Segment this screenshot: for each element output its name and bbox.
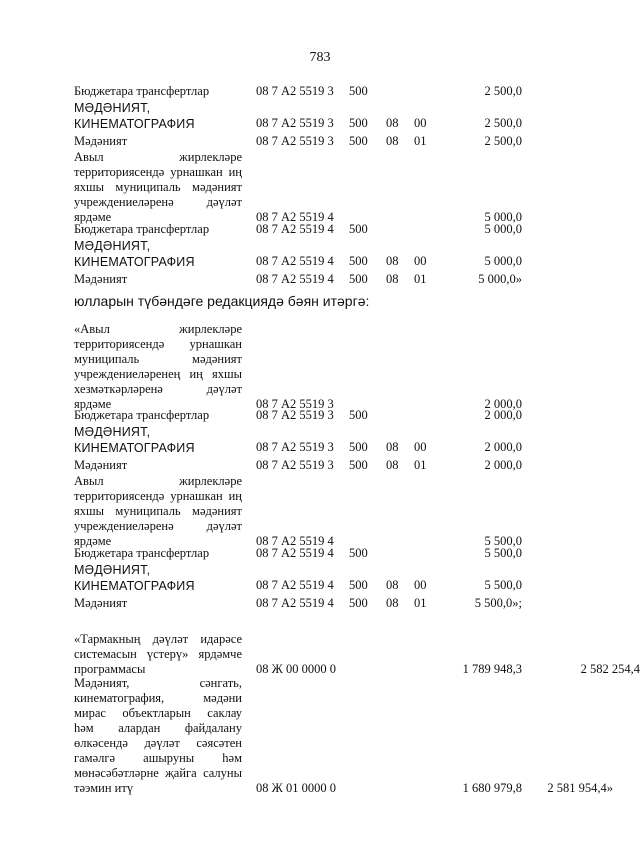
row-name-line: Мәдәният [74, 272, 128, 286]
row-pr: 00 [414, 116, 427, 130]
row-rz: 08 [386, 254, 399, 268]
row-sum-1: 2 000,0 [484, 440, 522, 454]
row-code: 08 7 А2 5519 4 [256, 222, 334, 236]
row-code: 08 7 А2 5519 3 [256, 116, 334, 130]
row-code: 08 7 А2 5519 4 [256, 546, 334, 560]
row-name-line: КИНЕМАТОГРАФИЯ [74, 441, 195, 455]
row-name-line: территориясендә урнашкан [74, 337, 242, 351]
row-pr: 01 [414, 134, 427, 148]
row-name-line: ярдәме [74, 210, 112, 224]
row-pr: 01 [414, 272, 427, 286]
row-sum-1: 5 500,0 [484, 578, 522, 592]
row-name-line: гамәлгә ашыруны һәм [74, 751, 242, 765]
row-sum-1: 2 500,0 [484, 134, 522, 148]
row-name-line: территориясендә урнашкан иң [74, 489, 242, 503]
row-vr: 500 [349, 458, 368, 472]
row-name-line: мөнәсәбәтләрне җайга салуны [74, 766, 242, 780]
row-name [74, 546, 242, 561]
row-sum-1: 2 500,0 [484, 116, 522, 130]
row-code: 08 7 А2 5519 4 [256, 254, 334, 268]
row-name-line: мирас объектларын саклау [74, 706, 242, 720]
row-name [74, 100, 242, 132]
row-name-line: системасын үстерү» ярдәмче [74, 647, 242, 661]
row-sum-1: 2 500,0 [484, 84, 522, 98]
row-name-line: яхшы муниципаль мәдәният [74, 180, 242, 194]
row-name-line: КИНЕМАТОГРАФИЯ [74, 579, 195, 593]
row-name-line: Мәдәният, сәнгать, [74, 676, 242, 690]
row-sum-1: 2 000,0 [484, 408, 522, 422]
row-name-line: ярдәме [74, 397, 112, 411]
row-sum-1: 5 500,0 [484, 546, 522, 560]
row-pr: 00 [414, 578, 427, 592]
row-sum-1: 1 680 979,8 [462, 781, 522, 795]
row-name-line: МӘДӘНИЯТ, [74, 563, 151, 577]
row-code: 08 7 А2 5519 4 [256, 578, 334, 592]
row-pr: 00 [414, 440, 427, 454]
row-name-line: Мәдәният [74, 458, 128, 472]
row-vr: 500 [349, 272, 368, 286]
row-pr: 00 [414, 254, 427, 268]
row-sum-1: 2 000,0 [484, 397, 522, 411]
row-name-line: Бюджетара трансфертлар [74, 84, 210, 98]
row-pr: 01 [414, 458, 427, 472]
row-rz: 08 [386, 440, 399, 454]
row-code: 08 7 А2 5519 3 [256, 458, 334, 472]
row-vr: 500 [349, 222, 368, 236]
row-sum-1: 5 000,0 [484, 254, 522, 268]
row-name-line: МӘДӘНИЯТ, [74, 101, 151, 115]
row-name-line: Мәдәният [74, 596, 128, 610]
row-rz: 08 [386, 578, 399, 592]
row-sum-2: 2 582 254,4 [580, 662, 640, 676]
row-name-line: учреждениеләренә дәүләт [74, 195, 242, 209]
row-vr: 500 [349, 440, 368, 454]
row-name [74, 134, 242, 149]
row-name-line: программасы [74, 662, 146, 676]
row-vr: 500 [349, 546, 368, 560]
row-sum-1: 5 000,0 [484, 210, 522, 224]
row-sum-2: 2 581 954,4» [547, 781, 613, 795]
row-code: 08 7 А2 5519 3 [256, 440, 334, 454]
row-name [74, 322, 242, 412]
instruction-sentence: юлларын түбәндәге редакциядә бәян итәргә: [74, 293, 370, 309]
row-name [74, 474, 242, 549]
row-name-line: өлкәсендә дәүләт сәясәтен [74, 736, 242, 750]
row-code: 08 7 А2 5519 3 [256, 397, 334, 411]
row-rz: 08 [386, 134, 399, 148]
row-name-line: учреждениеләренең иң яхшы [74, 367, 242, 381]
row-name-line: Бюджетара трансфертлар [74, 546, 210, 560]
row-name-line: тәэмин итү [74, 781, 134, 795]
row-pr: 01 [414, 596, 427, 610]
row-vr: 500 [349, 84, 368, 98]
row-sum-1: 1 789 948,3 [462, 662, 522, 676]
row-name-line: кинематография, мәдәни [74, 691, 242, 705]
row-name-line: ярдәме [74, 534, 112, 548]
row-name-line: учреждениеләренә дәүләт [74, 519, 242, 533]
page-number: 783 [309, 50, 331, 65]
row-rz: 08 [386, 458, 399, 472]
row-name-line: МӘДӘНИЯТ, [74, 239, 151, 253]
row-name [74, 238, 242, 270]
row-rz: 08 [386, 596, 399, 610]
row-name [74, 272, 242, 287]
row-code: 08 7 А2 5519 3 [256, 134, 334, 148]
row-code: 08 7 А2 5519 4 [256, 272, 334, 286]
row-name-line: КИНЕМАТОГРАФИЯ [74, 117, 195, 131]
row-sum-1: 5 500,0»; [474, 596, 522, 610]
row-name-line: муниципаль мәдәният [74, 352, 242, 366]
row-name [74, 458, 242, 473]
row-name [74, 150, 242, 225]
row-name [74, 632, 242, 677]
row-name-line: Авыл жирлекләре [74, 474, 242, 488]
row-vr: 500 [349, 134, 368, 148]
row-rz: 08 [386, 116, 399, 130]
row-name [74, 562, 242, 594]
row-name-line: Авыл жирлекләре [74, 150, 242, 164]
row-vr: 500 [349, 116, 368, 130]
row-name [74, 84, 242, 99]
row-code: 08 7 А2 5519 4 [256, 210, 334, 224]
row-code: 08 7 А2 5519 4 [256, 596, 334, 610]
row-name-line: МӘДӘНИЯТ, [74, 425, 151, 439]
row-name-line: Мәдәният [74, 134, 128, 148]
row-sum-1: 5 000,0» [478, 272, 522, 286]
row-name [74, 676, 242, 796]
row-sum-1: 5 000,0 [484, 222, 522, 236]
row-vr: 500 [349, 578, 368, 592]
row-sum-1: 5 500,0 [484, 534, 522, 548]
row-name [74, 596, 242, 611]
row-name-line: һәм алардан файдалану [74, 721, 242, 735]
row-code: 08 7 А2 5519 3 [256, 84, 334, 98]
row-code: 08 7 А2 5519 3 [256, 408, 334, 422]
row-rz: 08 [386, 272, 399, 286]
row-name [74, 424, 242, 456]
row-name-line: хезмәткәрләренә дәүләт [74, 382, 242, 396]
row-code: 08 7 А2 5519 4 [256, 534, 334, 548]
row-code: 08 Ж 01 0000 0 [256, 781, 336, 795]
row-name-line: «Тармакның дәүләт идарәсе [74, 632, 242, 646]
row-sum-1: 2 000,0 [484, 458, 522, 472]
row-vr: 500 [349, 596, 368, 610]
row-name-line: яхшы муниципаль мәдәният [74, 504, 242, 518]
row-code: 08 Ж 00 0000 0 [256, 662, 336, 676]
row-name-line: территориясендә урнашкан иң [74, 165, 242, 179]
row-name-line: Бюджетара трансфертлар [74, 222, 210, 236]
row-vr: 500 [349, 408, 368, 422]
row-name-line: Бюджетара трансфертлар [74, 408, 210, 422]
row-name-line: «Авыл жирлекләре [74, 322, 242, 336]
row-name-line: КИНЕМАТОГРАФИЯ [74, 255, 195, 269]
row-name [74, 408, 242, 423]
row-name [74, 222, 242, 237]
row-vr: 500 [349, 254, 368, 268]
